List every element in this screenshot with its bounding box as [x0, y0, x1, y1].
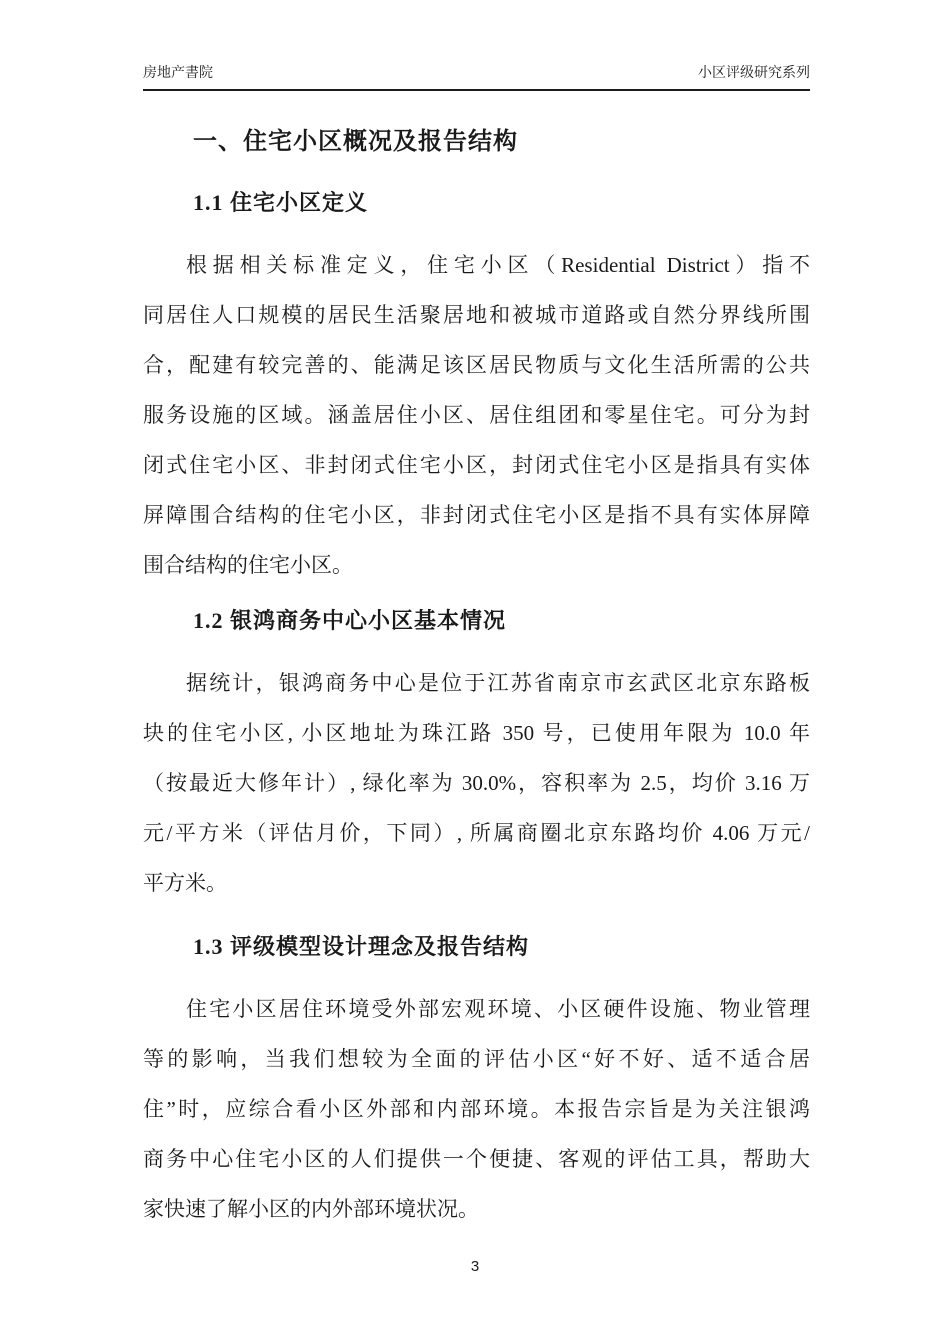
paragraph-line: 服务设施的区域。涵盖居住小区、居住组团和零星住宅。可分为封 — [143, 403, 810, 427]
page-number: 3 — [470, 1258, 480, 1275]
paragraph — [143, 240, 810, 590]
paragraph-line: 根据相关标准定义，住宅小区（Residential District）指不 — [186, 253, 810, 277]
section-heading: 1.1 住宅小区定义 — [193, 190, 369, 215]
paragraph-line: 住”时，应综合看小区外部和内部环境。本报告宗旨是为关注银鸿 — [143, 1097, 810, 1121]
paragraph-line: 平方米。 — [143, 871, 227, 895]
section-1-2 — [143, 607, 810, 908]
paragraph-line: 围合结构的住宅小区。 — [143, 553, 353, 577]
paragraph-line: 等的影响，当我们想较为全面的评估小区“好不好、适不适合居 — [143, 1047, 810, 1071]
paragraph-line: 家快速了解小区的内外部环境状况。 — [143, 1197, 479, 1221]
paragraph-line: 住宅小区居住环境受外部宏观环境、小区硬件设施、物业管理 — [186, 997, 810, 1021]
header-left-text: 房地产書院 — [143, 64, 213, 80]
section-1-1 — [143, 189, 810, 590]
section-heading: 1.3 评级模型设计理念及报告结构 — [193, 934, 530, 959]
paragraph-line: 块的住宅小区, 小区地址为珠江路 350 号，已使用年限为 10.0 年 — [143, 721, 810, 745]
page-header — [143, 0, 810, 91]
paragraph — [143, 658, 810, 908]
paragraph — [143, 984, 810, 1234]
page-footer — [0, 1256, 950, 1278]
paragraph-line: 合，配建有较完善的、能满足该区居民物质与文化生活所需的公共 — [143, 353, 810, 377]
document-title: 一、住宅小区概况及报告结构 — [193, 129, 518, 155]
section-heading: 1.2 银鸿商务中心小区基本情况 — [193, 608, 507, 633]
paragraph-line: 元/平方米（评估月价，下同）, 所属商圈北京东路均价 4.06 万元/ — [143, 821, 810, 845]
header-right-text: 小区评级研究系列 — [698, 64, 810, 80]
paragraph-line: （按最近大修年计）, 绿化率为 30.0%，容积率为 2.5，均价 3.16 万 — [143, 771, 810, 795]
paragraph-line: 屏障围合结构的住宅小区，非封闭式住宅小区是指不具有实体屏障 — [143, 503, 810, 527]
page-content — [143, 0, 810, 1234]
paragraph-line: 同居住人口规模的居民生活聚居地和被城市道路或自然分界线所围 — [143, 303, 810, 327]
header-rule — [143, 62, 810, 91]
paragraph-line: 闭式住宅小区、非封闭式住宅小区，封闭式住宅小区是指具有实体 — [143, 453, 810, 477]
section-1-3 — [143, 933, 810, 1234]
paragraph-line: 据统计，银鸿商务中心是位于江苏省南京市玄武区北京东路板 — [186, 671, 810, 695]
paragraph-line: 商务中心住宅小区的人们提供一个便捷、客观的评估工具，帮助大 — [143, 1147, 810, 1171]
